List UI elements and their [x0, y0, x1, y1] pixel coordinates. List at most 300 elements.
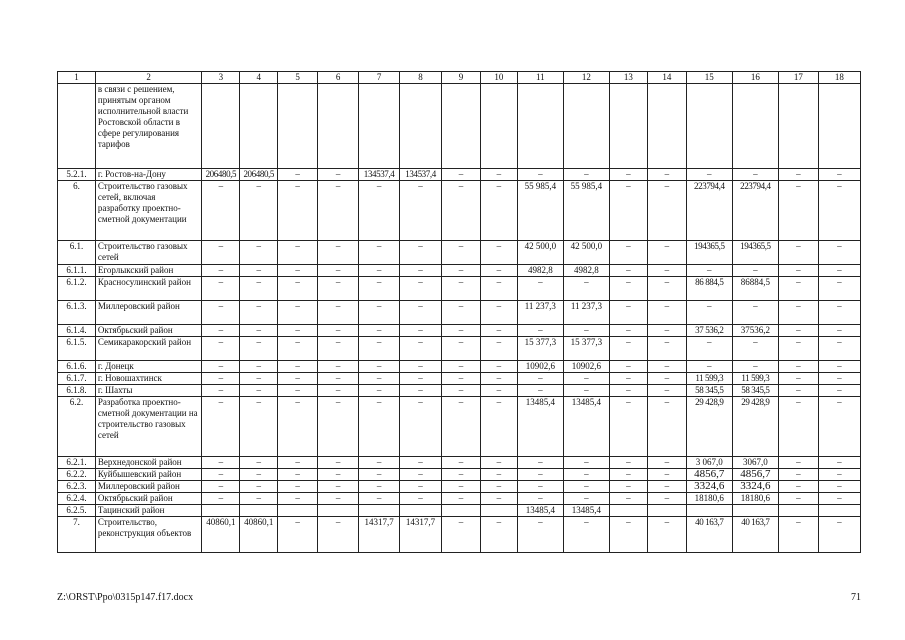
row-value: – [278, 277, 318, 301]
row-value: – [609, 265, 647, 277]
row-value: – [517, 373, 563, 385]
row-value [359, 505, 400, 517]
row-value: – [778, 493, 818, 505]
row-value: – [442, 277, 481, 301]
row-value: – [647, 457, 686, 469]
table-row [58, 325, 861, 337]
row-description: Егорлыкский район [95, 265, 202, 277]
row-value: – [818, 241, 860, 265]
row-value [732, 505, 778, 517]
row-value: – [609, 337, 647, 361]
row-description: Семикаракорский район [95, 337, 202, 361]
table-row [58, 517, 861, 553]
row-value: – [359, 373, 400, 385]
column-number: 15 [686, 72, 732, 84]
row-value [686, 505, 732, 517]
row-value: – [686, 337, 732, 361]
row-number: 6.1.7. [58, 373, 96, 385]
column-number: 1 [58, 72, 96, 84]
row-description: г. Новошахтинск [95, 373, 202, 385]
row-value: – [359, 397, 400, 457]
row-value: – [240, 337, 278, 361]
row-value: – [442, 337, 481, 361]
row-value: 29 428,9 [732, 397, 778, 457]
row-description: Строительство, реконструкция объектов [95, 517, 202, 553]
row-value: – [202, 397, 240, 457]
table-header-row [58, 72, 861, 84]
row-value [609, 84, 647, 169]
row-description: Миллеровский район [95, 301, 202, 325]
row-value: – [240, 277, 278, 301]
row-value: 15 377,3 [517, 337, 563, 361]
row-value: – [480, 373, 517, 385]
row-value: 3067,0 [732, 457, 778, 469]
row-value [818, 84, 860, 169]
row-value: – [480, 169, 517, 181]
row-value: 223794,4 [686, 181, 732, 241]
row-value [480, 84, 517, 169]
row-value: – [480, 241, 517, 265]
row-value: – [818, 469, 860, 481]
row-value: – [278, 481, 318, 493]
column-number: 2 [95, 72, 202, 84]
row-value: – [647, 397, 686, 457]
row-value: – [240, 397, 278, 457]
row-value: – [278, 361, 318, 373]
row-value: – [318, 301, 359, 325]
row-value: 223794,4 [732, 181, 778, 241]
row-value: 13485,4 [517, 505, 563, 517]
row-value: – [442, 373, 481, 385]
row-value: – [732, 337, 778, 361]
row-value: – [818, 265, 860, 277]
row-value: – [202, 241, 240, 265]
row-value: – [480, 277, 517, 301]
row-value: – [240, 361, 278, 373]
row-value: – [647, 241, 686, 265]
row-value: – [818, 325, 860, 337]
row-value: 3 067,0 [686, 457, 732, 469]
row-value: – [400, 481, 442, 493]
row-value: – [359, 277, 400, 301]
row-value: 4856,7 [686, 469, 732, 481]
row-value: – [442, 169, 481, 181]
row-value: 55 985,4 [517, 181, 563, 241]
row-value: – [818, 361, 860, 373]
row-value: – [202, 277, 240, 301]
row-value: – [318, 325, 359, 337]
row-value: – [480, 181, 517, 241]
row-value: – [240, 265, 278, 277]
row-value: – [400, 385, 442, 397]
table-row [58, 493, 861, 505]
row-value: – [480, 469, 517, 481]
row-value: – [517, 325, 563, 337]
row-number: 6. [58, 181, 96, 241]
row-value: – [442, 325, 481, 337]
row-value: – [778, 469, 818, 481]
row-value [240, 505, 278, 517]
row-value: 11 237,3 [517, 301, 563, 325]
row-value: – [563, 481, 609, 493]
row-value: – [278, 493, 318, 505]
row-value [278, 505, 318, 517]
row-value: – [400, 241, 442, 265]
row-value [359, 84, 400, 169]
column-number: 5 [278, 72, 318, 84]
row-value: 86 884,5 [686, 277, 732, 301]
row-description: Октябрьский район [95, 493, 202, 505]
row-value: – [318, 265, 359, 277]
row-value: – [400, 265, 442, 277]
row-value: – [609, 397, 647, 457]
table-row [58, 265, 861, 277]
row-value: – [517, 517, 563, 553]
row-value: – [240, 457, 278, 469]
row-value: – [278, 397, 318, 457]
budget-table [57, 71, 861, 553]
row-value: 40860,1 [240, 517, 278, 553]
row-value: – [609, 469, 647, 481]
row-value: – [647, 325, 686, 337]
row-number: 7. [58, 517, 96, 553]
row-value [318, 84, 359, 169]
row-number: 6.1. [58, 241, 96, 265]
row-value: – [278, 265, 318, 277]
page-number: 71 [851, 592, 861, 603]
table-row [58, 277, 861, 301]
row-value: – [359, 493, 400, 505]
row-value: – [359, 469, 400, 481]
row-value: 55 985,4 [563, 181, 609, 241]
row-value: – [778, 457, 818, 469]
row-value: 14317,7 [359, 517, 400, 553]
row-description: Разработка проектно-сметной документации на строительство газовых сетей [95, 397, 202, 457]
row-value [732, 84, 778, 169]
row-value [400, 505, 442, 517]
row-value: – [517, 169, 563, 181]
row-description: Миллеровский район [95, 481, 202, 493]
footer-file-path: Z:\ORST\Ppo\0315p147.f17.docx [57, 592, 194, 603]
column-number: 6 [318, 72, 359, 84]
row-value: – [609, 385, 647, 397]
row-value: – [318, 481, 359, 493]
row-value [778, 505, 818, 517]
row-value: – [359, 265, 400, 277]
row-value: – [202, 325, 240, 337]
row-description: Октябрьский район [95, 325, 202, 337]
row-value: – [359, 181, 400, 241]
row-value: – [563, 469, 609, 481]
row-value: – [400, 181, 442, 241]
row-number: 6.2.5. [58, 505, 96, 517]
row-value: – [400, 325, 442, 337]
row-value: 40860,1 [202, 517, 240, 553]
row-value: – [442, 481, 481, 493]
row-description: г. Ростов-на-Дону [95, 169, 202, 181]
table-row [58, 361, 861, 373]
column-number: 9 [442, 72, 481, 84]
column-number: 11 [517, 72, 563, 84]
row-value: – [609, 325, 647, 337]
row-value: – [359, 241, 400, 265]
table-row [58, 457, 861, 469]
row-value: 13485,4 [517, 397, 563, 457]
row-number: 6.1.5. [58, 337, 96, 361]
row-number: 6.2.3. [58, 481, 96, 493]
row-value: – [278, 337, 318, 361]
row-description: Строительство газовых сетей, включая разработку проектно-сметной документации [95, 181, 202, 241]
row-value: – [318, 385, 359, 397]
row-value: – [278, 325, 318, 337]
row-value: 14317,7 [400, 517, 442, 553]
row-value: – [318, 181, 359, 241]
row-value: – [318, 337, 359, 361]
row-value: – [609, 301, 647, 325]
row-value: – [609, 517, 647, 553]
row-value: – [240, 301, 278, 325]
row-value: 4982,8 [563, 265, 609, 277]
row-value: 42 500,0 [563, 241, 609, 265]
row-number: 6.1.2. [58, 277, 96, 301]
row-value: – [359, 457, 400, 469]
row-value: 11 237,3 [563, 301, 609, 325]
row-value: – [442, 517, 481, 553]
row-value: 40 163,7 [686, 517, 732, 553]
row-description: Верхнедонской район [95, 457, 202, 469]
table-row [58, 469, 861, 481]
row-number: 6.1.1. [58, 265, 96, 277]
row-value: – [202, 469, 240, 481]
row-value: – [818, 181, 860, 241]
row-value: – [778, 277, 818, 301]
row-value: – [563, 169, 609, 181]
row-value: – [442, 397, 481, 457]
row-value: 29 428,9 [686, 397, 732, 457]
row-value: – [442, 181, 481, 241]
row-number: 6.1.4. [58, 325, 96, 337]
row-value [647, 84, 686, 169]
row-value: – [480, 265, 517, 277]
row-value: 18180,6 [732, 493, 778, 505]
row-value: 37 536,2 [686, 325, 732, 337]
row-value: – [647, 493, 686, 505]
row-value: – [647, 481, 686, 493]
row-value: – [563, 373, 609, 385]
row-value: 134537,4 [400, 169, 442, 181]
row-value: 206480,5 [240, 169, 278, 181]
row-value: – [278, 457, 318, 469]
row-value: 13485,4 [563, 505, 609, 517]
row-value: – [778, 517, 818, 553]
row-value: – [318, 517, 359, 553]
row-value: – [400, 457, 442, 469]
row-value: 15 377,3 [563, 337, 609, 361]
row-value: – [778, 241, 818, 265]
row-value: – [318, 169, 359, 181]
row-value [442, 84, 481, 169]
row-value: – [442, 469, 481, 481]
row-value [609, 505, 647, 517]
row-value: – [359, 337, 400, 361]
row-value: – [480, 397, 517, 457]
row-value: – [517, 469, 563, 481]
row-value: – [480, 361, 517, 373]
row-value: – [517, 277, 563, 301]
row-value: – [732, 265, 778, 277]
row-value: – [778, 181, 818, 241]
row-value: – [818, 337, 860, 361]
row-value: – [609, 241, 647, 265]
row-value: – [517, 457, 563, 469]
row-value: – [442, 361, 481, 373]
row-value: – [517, 385, 563, 397]
row-value: – [818, 373, 860, 385]
row-description: г. Шахты [95, 385, 202, 397]
column-number: 4 [240, 72, 278, 84]
row-number: 5.2.1. [58, 169, 96, 181]
column-number: 12 [563, 72, 609, 84]
row-value: 58 345,5 [732, 385, 778, 397]
row-value: – [480, 385, 517, 397]
row-value: – [400, 361, 442, 373]
row-value: – [240, 469, 278, 481]
row-value [442, 505, 481, 517]
table-row [58, 241, 861, 265]
row-value: – [818, 277, 860, 301]
row-value: 10902,6 [563, 361, 609, 373]
row-value: – [647, 385, 686, 397]
row-description: г. Донецк [95, 361, 202, 373]
row-value: 40 163,7 [732, 517, 778, 553]
row-value: – [818, 301, 860, 325]
row-value: – [778, 373, 818, 385]
row-value: – [318, 361, 359, 373]
row-value: – [202, 385, 240, 397]
row-value: – [609, 481, 647, 493]
row-value: – [778, 301, 818, 325]
row-number: 6.2.1. [58, 457, 96, 469]
row-value: – [778, 265, 818, 277]
row-value: – [517, 493, 563, 505]
row-value: – [202, 337, 240, 361]
row-value: 10902,6 [517, 361, 563, 373]
row-value: – [202, 301, 240, 325]
row-value: – [647, 361, 686, 373]
table-row [58, 181, 861, 241]
row-value: – [240, 481, 278, 493]
row-value: – [563, 385, 609, 397]
table-row [58, 301, 861, 325]
row-value: 86884,5 [732, 277, 778, 301]
row-value: – [778, 481, 818, 493]
column-number: 8 [400, 72, 442, 84]
row-value: – [609, 457, 647, 469]
row-value: 4982,8 [517, 265, 563, 277]
row-value [278, 84, 318, 169]
column-number: 3 [202, 72, 240, 84]
row-value: – [818, 481, 860, 493]
row-value: – [818, 517, 860, 553]
row-value [202, 84, 240, 169]
row-value: 134537,4 [359, 169, 400, 181]
row-number: 6.1.3. [58, 301, 96, 325]
row-value: – [609, 373, 647, 385]
table-row [58, 505, 861, 517]
row-value [563, 84, 609, 169]
row-value: – [647, 265, 686, 277]
row-value [318, 505, 359, 517]
row-value: – [686, 265, 732, 277]
row-number: 6.2.4. [58, 493, 96, 505]
row-value: 3324,6 [732, 481, 778, 493]
row-value: – [647, 517, 686, 553]
row-value: – [732, 301, 778, 325]
row-value: 13485,4 [563, 397, 609, 457]
row-value: 206480,5 [202, 169, 240, 181]
row-value: 42 500,0 [517, 241, 563, 265]
row-value: – [686, 301, 732, 325]
row-value: – [442, 493, 481, 505]
row-value: – [359, 301, 400, 325]
row-value: – [278, 385, 318, 397]
row-value: 58 345,5 [686, 385, 732, 397]
row-value: – [318, 241, 359, 265]
row-value: – [818, 385, 860, 397]
row-value: – [609, 277, 647, 301]
row-number: 6.2.2. [58, 469, 96, 481]
row-description: Красносулинский район [95, 277, 202, 301]
row-value: – [778, 361, 818, 373]
column-number: 16 [732, 72, 778, 84]
row-description: в связи с решением, принятым органом исполнительной власти Ростовской области в сфере регулирования тарифов [95, 84, 202, 169]
row-value: – [202, 265, 240, 277]
column-number: 7 [359, 72, 400, 84]
row-value: 194365,5 [686, 241, 732, 265]
row-value: 37536,2 [732, 325, 778, 337]
row-value: – [778, 337, 818, 361]
row-number: 6.2. [58, 397, 96, 457]
row-value: – [202, 457, 240, 469]
row-value: 3324,6 [686, 481, 732, 493]
row-value: – [778, 169, 818, 181]
row-value: – [240, 325, 278, 337]
row-value: – [480, 325, 517, 337]
row-value: – [732, 169, 778, 181]
row-value: – [647, 301, 686, 325]
row-value: – [240, 181, 278, 241]
row-value: – [609, 169, 647, 181]
table-row [58, 84, 861, 169]
row-number: 6.1.6. [58, 361, 96, 373]
row-value: – [359, 325, 400, 337]
row-value: – [240, 385, 278, 397]
row-value: – [240, 241, 278, 265]
row-value: – [818, 457, 860, 469]
row-value [400, 84, 442, 169]
table-row [58, 397, 861, 457]
row-value: – [647, 373, 686, 385]
row-value: – [686, 361, 732, 373]
row-value: – [647, 337, 686, 361]
row-value: 18180,6 [686, 493, 732, 505]
row-value: – [278, 181, 318, 241]
row-value: – [240, 493, 278, 505]
row-value: 194365,5 [732, 241, 778, 265]
row-value: 4856,7 [732, 469, 778, 481]
row-value: 11 599,3 [732, 373, 778, 385]
row-value: – [563, 277, 609, 301]
